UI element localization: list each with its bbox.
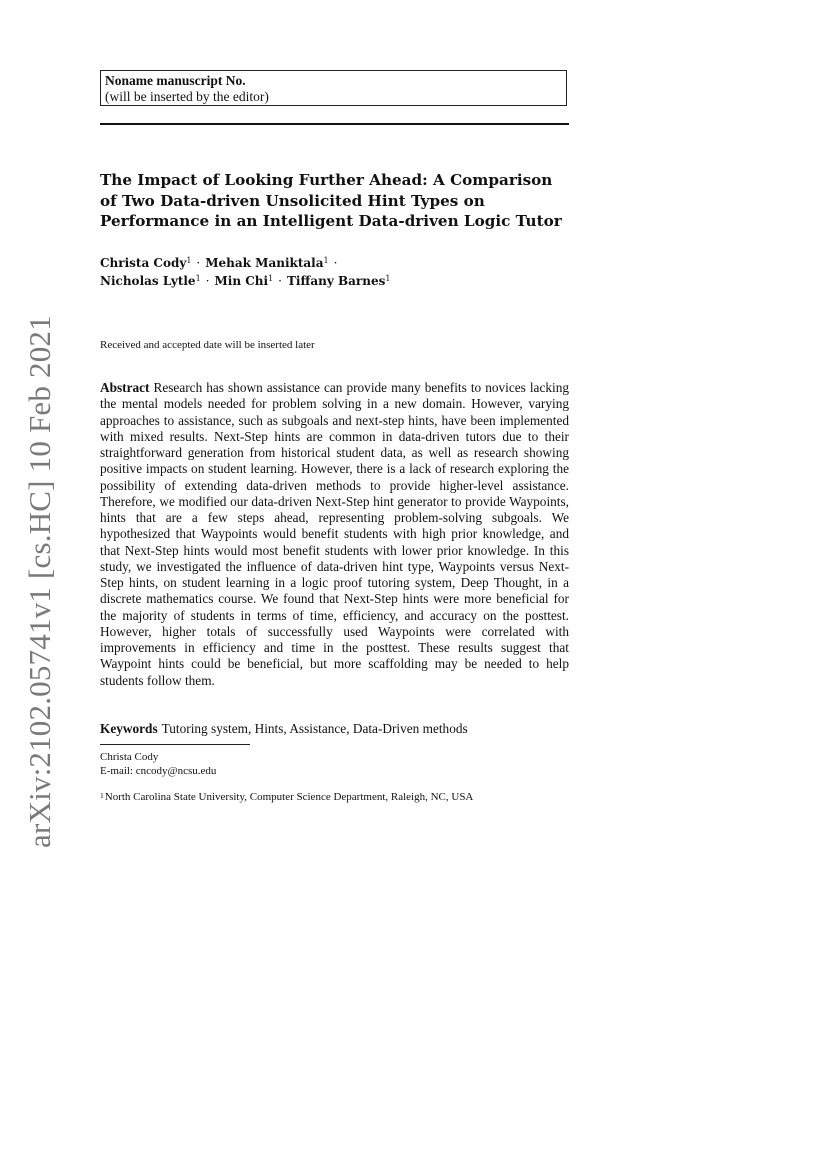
- manuscript-editor-note: (will be inserted by the editor): [105, 89, 269, 104]
- author-affiliation-marker: 1: [195, 274, 201, 283]
- author-affiliation-marker: 1: [385, 274, 391, 283]
- affiliation-marker: 1: [100, 791, 104, 800]
- corresponding-author: [100, 750, 570, 778]
- author-name: Mehak Maniktala: [205, 256, 324, 270]
- author-list: [100, 254, 400, 290]
- author-affiliation-marker: 1: [323, 256, 329, 265]
- author-separator: ·: [278, 274, 282, 288]
- affiliation-text: North Carolina State University, Computer Science Department, Raleigh, NC, USA: [104, 791, 474, 803]
- author-name: Nicholas Lytle: [100, 274, 196, 288]
- author-name: Tiffany Barnes: [286, 274, 386, 288]
- footnote-rule: [100, 744, 250, 745]
- contact-email: E-mail: cncody@ncsu.edu: [100, 765, 217, 777]
- keywords-section: [100, 721, 569, 737]
- author-separator: ·: [333, 256, 338, 270]
- contact-name: Christa Cody: [100, 751, 159, 763]
- keywords-label: Keywords: [100, 721, 158, 736]
- abstract-section: [100, 380, 569, 689]
- author-separator: ·: [205, 274, 210, 288]
- author-name: Min Chi: [214, 274, 269, 288]
- author-separator: ·: [196, 256, 201, 270]
- abstract-label: Abstract: [100, 380, 150, 395]
- affiliation-footnote: [100, 790, 570, 804]
- abstract-text: Research has shown assistance can provide many benefits to novices lacking the mental models needed for problem solving in a new domain. However, varying approaches to assistance, such as subgoals and next-step hints, have been implemented with mixed results. Next-Step hints are common in data-driven tutors due to their straightforward generation from historical student data, as well as research showing positive impacts on student learning. However, there is a lack of research exploring the possibility of extending data-driven methods to provide higher-level assistance. Therefore, we modified our data-driven Next-Step hint generator to provide Waypoints, hints that are a few steps ahead, representing problem-solving subgoals. We hypothesized that Waypoints would benefit students with high prior knowledge, and that Next-Step hints would most benefit students with lower prior knowledge. In this study, we investigated the influence of data-driven hint type, Waypoints versus Next-Step hints, on student learning in a logic proof tutoring system, Deep Thought, in a discrete mathematics course. We found that Next-Step hints were more beneficial for the majority of students in terms of time, efficiency, and accuracy on the posttest. However, higher totals of successfully used Waypoints were correlated with improvements in efficiency and time in the posttest. These results suggest that Waypoint hints could be beneficial, but more scaffolding may be needed to help students follow them.: [100, 380, 569, 688]
- title-separator-rule: [100, 123, 569, 125]
- manuscript-number-label: Noname manuscript No.: [105, 73, 246, 88]
- author-affiliation-marker: 1: [186, 256, 192, 265]
- author-name: Christa Cody: [100, 256, 187, 270]
- paper-title: The Impact of Looking Further Ahead: A Comparison of Two Data-driven Unsolicited Hint Types on Performance in an Intelligent Data-driven Logic Tutor: [100, 171, 562, 230]
- author-affiliation-marker: 1: [268, 274, 274, 283]
- received-date-note: Received and accepted date will be inserted later: [100, 339, 315, 351]
- arxiv-identifier-stamp: arXiv:2102.05741v1 [cs.HC] 10 Feb 2021: [22, 315, 57, 848]
- manuscript-number-box: [100, 70, 567, 106]
- keywords-text: Tutoring system, Hints, Assistance, Data-Driven methods: [161, 721, 468, 736]
